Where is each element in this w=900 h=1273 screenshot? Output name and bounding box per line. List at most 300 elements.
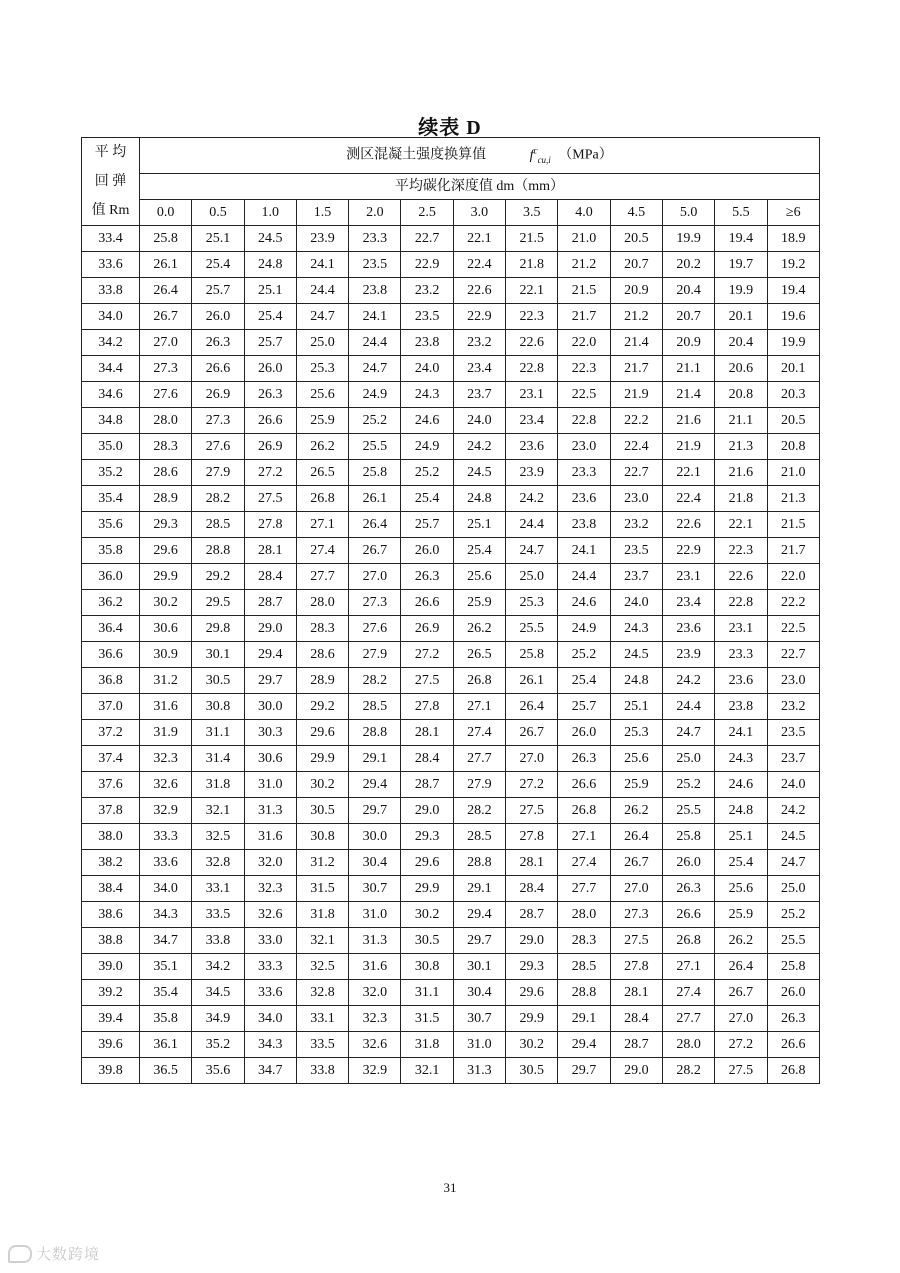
strength-value-cell: 23.8 (349, 278, 401, 304)
strength-value-cell: 27.1 (558, 824, 610, 850)
strength-value-cell: 30.0 (349, 824, 401, 850)
strength-value-cell: 33.5 (192, 902, 244, 928)
strength-value-cell: 35.6 (192, 1058, 244, 1084)
strength-value-cell: 34.7 (140, 928, 192, 954)
strength-value-cell: 28.9 (140, 486, 192, 512)
strength-value-cell: 28.6 (140, 460, 192, 486)
table-row (82, 252, 820, 278)
rebound-value-cell: 37.6 (82, 772, 140, 798)
rebound-value-cell: 37.4 (82, 746, 140, 772)
table-row (82, 746, 820, 772)
strength-value-cell: 26.3 (558, 746, 610, 772)
strength-value-cell: 22.0 (558, 330, 610, 356)
strength-value-cell: 28.5 (349, 694, 401, 720)
strength-value-cell: 29.4 (453, 902, 505, 928)
strength-value-cell: 29.0 (506, 928, 558, 954)
strength-value-cell: 21.5 (767, 512, 819, 538)
strength-value-cell: 27.3 (349, 590, 401, 616)
strength-value-cell: 26.3 (192, 330, 244, 356)
strength-value-cell: 25.8 (349, 460, 401, 486)
strength-value-cell: 30.1 (192, 642, 244, 668)
strength-value-cell: 26.6 (244, 408, 296, 434)
strength-value-cell: 26.4 (715, 954, 767, 980)
strength-value-cell: 22.6 (662, 512, 714, 538)
strength-value-cell: 31.5 (401, 1006, 453, 1032)
strength-value-cell: 26.2 (296, 434, 348, 460)
strength-value-cell: 22.1 (662, 460, 714, 486)
strength-value-cell: 23.6 (715, 668, 767, 694)
strength-value-cell: 25.2 (558, 642, 610, 668)
strength-value-cell: 27.3 (140, 356, 192, 382)
strength-value-cell: 20.5 (767, 408, 819, 434)
strength-value-cell: 31.6 (349, 954, 401, 980)
strength-value-cell: 25.9 (715, 902, 767, 928)
strength-value-cell: 29.3 (140, 512, 192, 538)
carbonation-depth-title: 平均碳化深度值 dm（mm） (140, 173, 820, 199)
strength-value-cell: 24.4 (349, 330, 401, 356)
strength-value-cell: 29.6 (506, 980, 558, 1006)
rebound-value-cell: 39.4 (82, 1006, 140, 1032)
strength-value-cell: 31.6 (140, 694, 192, 720)
strength-value-cell: 32.0 (349, 980, 401, 1006)
strength-value-cell: 22.5 (767, 616, 819, 642)
strength-value-cell: 31.3 (349, 928, 401, 954)
strength-value-cell: 24.9 (558, 616, 610, 642)
rebound-value-cell: 39.2 (82, 980, 140, 1006)
strength-value-cell: 31.8 (401, 1032, 453, 1058)
strength-value-cell: 25.2 (401, 460, 453, 486)
strength-value-cell: 27.5 (610, 928, 662, 954)
strength-value-cell: 26.4 (506, 694, 558, 720)
strength-value-cell: 31.3 (453, 1058, 505, 1084)
rebound-value-cell: 36.0 (82, 564, 140, 590)
table-row (82, 1006, 820, 1032)
table-row (82, 694, 820, 720)
strength-value-cell: 25.4 (401, 486, 453, 512)
strength-value-cell: 28.4 (610, 1006, 662, 1032)
table-row (82, 330, 820, 356)
strength-value-cell: 24.7 (296, 304, 348, 330)
strength-value-cell: 21.7 (610, 356, 662, 382)
strength-value-cell: 22.2 (610, 408, 662, 434)
strength-value-cell: 26.8 (558, 798, 610, 824)
strength-value-cell: 24.9 (401, 434, 453, 460)
rebound-value-cell: 33.6 (82, 252, 140, 278)
strength-value-cell: 19.9 (662, 226, 714, 252)
strength-value-cell: 30.7 (453, 1006, 505, 1032)
strength-value-cell: 20.2 (662, 252, 714, 278)
column-header: 4.0 (558, 199, 610, 225)
strength-conversion-table (81, 137, 820, 1084)
strength-value-cell: 26.5 (453, 642, 505, 668)
strength-value-cell: 25.4 (715, 850, 767, 876)
strength-value-cell: 31.9 (140, 720, 192, 746)
strength-value-cell: 28.0 (558, 902, 610, 928)
strength-value-cell: 30.5 (192, 668, 244, 694)
strength-value-cell: 24.0 (453, 408, 505, 434)
table-row (82, 278, 820, 304)
rebound-value-cell: 36.8 (82, 668, 140, 694)
strength-value-cell: 24.6 (715, 772, 767, 798)
strength-value-cell: 26.6 (662, 902, 714, 928)
strength-value-cell: 22.9 (401, 252, 453, 278)
rebound-value-cell: 34.0 (82, 304, 140, 330)
strength-value-cell: 30.8 (296, 824, 348, 850)
strength-value-cell: 23.0 (558, 434, 610, 460)
strength-value-cell: 25.3 (610, 720, 662, 746)
rebound-value-cell: 37.0 (82, 694, 140, 720)
strength-value-cell: 24.5 (610, 642, 662, 668)
strength-value-cell: 28.8 (453, 850, 505, 876)
strength-value-cell: 24.4 (558, 564, 610, 590)
strength-value-cell: 24.0 (401, 356, 453, 382)
strength-value-cell: 25.5 (506, 616, 558, 642)
strength-value-cell: 28.4 (506, 876, 558, 902)
strength-value-cell: 23.0 (767, 668, 819, 694)
strength-value-cell: 25.8 (506, 642, 558, 668)
strength-value-cell: 25.0 (296, 330, 348, 356)
strength-value-cell: 21.9 (662, 434, 714, 460)
strength-value-cell: 30.5 (401, 928, 453, 954)
strength-value-cell: 28.0 (662, 1032, 714, 1058)
strength-value-cell: 27.0 (349, 564, 401, 590)
strength-value-cell: 33.3 (140, 824, 192, 850)
unit-label: （MPa） (558, 147, 613, 163)
strength-value-cell: 24.4 (662, 694, 714, 720)
strength-value-cell: 19.7 (715, 252, 767, 278)
strength-value-cell: 21.5 (558, 278, 610, 304)
strength-value-cell: 23.5 (349, 252, 401, 278)
strength-value-cell: 28.3 (558, 928, 610, 954)
strength-value-cell: 27.9 (453, 772, 505, 798)
rebound-value-cell: 35.4 (82, 486, 140, 512)
strength-value-cell: 26.7 (349, 538, 401, 564)
strength-value-cell: 30.8 (192, 694, 244, 720)
strength-value-cell: 33.3 (244, 954, 296, 980)
strength-value-cell: 28.2 (662, 1058, 714, 1084)
strength-value-cell: 23.1 (715, 616, 767, 642)
strength-value-cell: 22.7 (401, 226, 453, 252)
strength-value-cell: 23.2 (767, 694, 819, 720)
strength-value-cell: 22.9 (662, 538, 714, 564)
table-row (82, 798, 820, 824)
strength-value-cell: 20.1 (715, 304, 767, 330)
strength-value-cell: 34.0 (140, 876, 192, 902)
strength-value-cell: 34.3 (140, 902, 192, 928)
strength-value-cell: 24.4 (506, 512, 558, 538)
strength-value-cell: 27.0 (140, 330, 192, 356)
strength-value-cell: 26.0 (244, 356, 296, 382)
strength-value-cell: 22.4 (453, 252, 505, 278)
rebound-value-cell: 38.6 (82, 902, 140, 928)
strength-value-cell: 29.6 (140, 538, 192, 564)
strength-value-cell: 22.3 (715, 538, 767, 564)
strength-value-cell: 21.8 (506, 252, 558, 278)
strength-value-cell: 27.8 (401, 694, 453, 720)
strength-value-cell: 32.8 (296, 980, 348, 1006)
strength-value-cell: 34.0 (244, 1006, 296, 1032)
strength-value-cell: 23.6 (558, 486, 610, 512)
strength-value-cell: 35.2 (192, 1032, 244, 1058)
strength-value-cell: 27.2 (506, 772, 558, 798)
strength-value-cell: 29.4 (244, 642, 296, 668)
column-header: 1.0 (244, 199, 296, 225)
strength-value-cell: 32.6 (244, 902, 296, 928)
strength-value-cell: 21.0 (767, 460, 819, 486)
table-row (82, 980, 820, 1006)
strength-value-cell: 31.0 (349, 902, 401, 928)
strength-value-cell: 32.9 (349, 1058, 401, 1084)
strength-value-cell: 29.7 (453, 928, 505, 954)
column-header-row (82, 199, 820, 225)
strength-value-cell: 30.9 (140, 642, 192, 668)
strength-value-cell: 29.1 (453, 876, 505, 902)
strength-value-cell: 24.7 (767, 850, 819, 876)
strength-value-cell: 25.4 (558, 668, 610, 694)
strength-value-cell: 24.1 (296, 252, 348, 278)
strength-value-cell: 29.0 (244, 616, 296, 642)
strength-value-cell: 28.2 (349, 668, 401, 694)
strength-value-cell: 27.1 (296, 512, 348, 538)
watermark-text: 大数跨境 (36, 1245, 101, 1263)
strength-value-cell: 26.8 (662, 928, 714, 954)
strength-value-cell: 31.2 (140, 668, 192, 694)
group-title: 测区混凝土强度换算值 (346, 147, 487, 163)
table-row (82, 512, 820, 538)
strength-value-cell: 27.9 (192, 460, 244, 486)
strength-value-cell: 23.1 (506, 382, 558, 408)
strength-value-cell: 22.8 (558, 408, 610, 434)
strength-value-cell: 26.7 (610, 850, 662, 876)
strength-value-cell: 29.0 (401, 798, 453, 824)
strength-value-cell: 27.5 (715, 1058, 767, 1084)
strength-value-cell: 27.0 (610, 876, 662, 902)
strength-value-cell: 28.1 (506, 850, 558, 876)
group-title-cell (140, 138, 820, 174)
strength-value-cell: 23.4 (506, 408, 558, 434)
rebound-value-cell: 35.0 (82, 434, 140, 460)
strength-value-cell: 27.0 (506, 746, 558, 772)
strength-value-cell: 22.4 (662, 486, 714, 512)
column-header: 1.5 (296, 199, 348, 225)
row-label-line: 值 Rm (91, 203, 130, 218)
strength-value-cell: 25.0 (506, 564, 558, 590)
strength-value-cell: 23.7 (453, 382, 505, 408)
rebound-value-cell: 36.4 (82, 616, 140, 642)
strength-value-cell: 24.3 (401, 382, 453, 408)
strength-value-cell: 21.7 (767, 538, 819, 564)
strength-value-cell: 21.1 (662, 356, 714, 382)
strength-value-cell: 20.6 (715, 356, 767, 382)
rebound-value-cell: 34.6 (82, 382, 140, 408)
column-header: 0.5 (192, 199, 244, 225)
rebound-value-cell: 39.6 (82, 1032, 140, 1058)
strength-value-cell: 23.0 (610, 486, 662, 512)
strength-value-cell: 20.4 (715, 330, 767, 356)
strength-value-cell: 21.4 (662, 382, 714, 408)
strength-value-cell: 27.4 (558, 850, 610, 876)
strength-value-cell: 25.1 (715, 824, 767, 850)
table-row (82, 226, 820, 252)
strength-value-cell: 21.7 (558, 304, 610, 330)
strength-value-cell: 20.8 (715, 382, 767, 408)
strength-value-cell: 26.6 (192, 356, 244, 382)
strength-value-cell: 25.6 (715, 876, 767, 902)
strength-value-cell: 25.7 (558, 694, 610, 720)
strength-value-cell: 28.8 (558, 980, 610, 1006)
rebound-value-cell: 35.6 (82, 512, 140, 538)
table-row (82, 382, 820, 408)
column-header: 5.0 (662, 199, 714, 225)
strength-value-cell: 24.5 (244, 226, 296, 252)
strength-value-cell: 27.0 (715, 1006, 767, 1032)
strength-value-cell: 25.4 (192, 252, 244, 278)
strength-value-cell: 26.8 (296, 486, 348, 512)
rebound-value-cell: 38.2 (82, 850, 140, 876)
strength-value-cell: 22.3 (558, 356, 610, 382)
strength-value-cell: 25.0 (662, 746, 714, 772)
strength-value-cell: 33.1 (192, 876, 244, 902)
strength-value-cell: 26.5 (296, 460, 348, 486)
strength-value-cell: 29.4 (558, 1032, 610, 1058)
strength-value-cell: 25.9 (453, 590, 505, 616)
page-number: 31 (443, 1180, 457, 1195)
strength-value-cell: 28.7 (506, 902, 558, 928)
strength-value-cell: 29.3 (401, 824, 453, 850)
strength-value-cell: 24.5 (453, 460, 505, 486)
strength-value-cell: 28.1 (401, 720, 453, 746)
strength-value-cell: 25.8 (767, 954, 819, 980)
strength-value-cell: 25.3 (296, 356, 348, 382)
strength-value-cell: 23.4 (662, 590, 714, 616)
row-label-line: 回 弹 (94, 174, 127, 189)
strength-value-cell: 26.3 (767, 1006, 819, 1032)
strength-value-cell: 24.8 (610, 668, 662, 694)
strength-value-cell: 19.9 (715, 278, 767, 304)
strength-value-cell: 26.7 (506, 720, 558, 746)
strength-value-cell: 31.4 (192, 746, 244, 772)
strength-value-cell: 28.4 (401, 746, 453, 772)
strength-value-cell: 26.1 (140, 252, 192, 278)
strength-value-cell: 21.4 (610, 330, 662, 356)
column-header: 0.0 (140, 199, 192, 225)
strength-value-cell: 24.9 (349, 382, 401, 408)
strength-value-cell: 21.2 (558, 252, 610, 278)
strength-value-cell: 30.1 (453, 954, 505, 980)
table-row (82, 356, 820, 382)
strength-value-cell: 25.7 (192, 278, 244, 304)
strength-value-cell: 21.2 (610, 304, 662, 330)
strength-value-cell: 22.7 (610, 460, 662, 486)
strength-value-cell: 28.9 (296, 668, 348, 694)
strength-value-cell: 22.6 (715, 564, 767, 590)
strength-value-cell: 25.3 (506, 590, 558, 616)
strength-value-cell: 32.5 (296, 954, 348, 980)
table-row (82, 954, 820, 980)
strength-value-cell: 23.9 (506, 460, 558, 486)
strength-value-cell: 24.8 (715, 798, 767, 824)
strength-value-cell: 23.3 (715, 642, 767, 668)
strength-value-cell: 29.2 (296, 694, 348, 720)
strength-value-cell: 33.8 (296, 1058, 348, 1084)
table-row (82, 1058, 820, 1084)
strength-value-cell: 33.5 (296, 1032, 348, 1058)
strength-value-cell: 24.0 (767, 772, 819, 798)
strength-value-cell: 28.5 (192, 512, 244, 538)
strength-value-cell: 23.1 (662, 564, 714, 590)
strength-value-cell: 22.0 (767, 564, 819, 590)
strength-value-cell: 33.1 (296, 1006, 348, 1032)
strength-value-cell: 30.3 (244, 720, 296, 746)
rebound-value-cell: 37.8 (82, 798, 140, 824)
strength-value-cell: 27.6 (349, 616, 401, 642)
column-header: 3.0 (453, 199, 505, 225)
strength-value-cell: 19.4 (767, 278, 819, 304)
table-row (82, 928, 820, 954)
strength-value-cell: 26.0 (662, 850, 714, 876)
strength-value-cell: 22.1 (506, 278, 558, 304)
strength-value-cell: 27.5 (401, 668, 453, 694)
rebound-value-cell: 35.8 (82, 538, 140, 564)
strength-value-cell: 25.8 (140, 226, 192, 252)
strength-value-cell: 21.3 (767, 486, 819, 512)
strength-value-cell: 23.8 (558, 512, 610, 538)
strength-value-cell: 21.8 (715, 486, 767, 512)
rebound-value-cell: 37.2 (82, 720, 140, 746)
strength-value-cell: 28.1 (244, 538, 296, 564)
strength-value-cell: 29.2 (192, 564, 244, 590)
strength-value-cell: 26.9 (244, 434, 296, 460)
strength-value-cell: 23.7 (767, 746, 819, 772)
strength-value-cell: 27.8 (610, 954, 662, 980)
strength-value-cell: 28.5 (558, 954, 610, 980)
strength-value-cell: 29.4 (349, 772, 401, 798)
rebound-value-cell: 35.2 (82, 460, 140, 486)
strength-value-cell: 25.8 (662, 824, 714, 850)
strength-value-cell: 26.0 (767, 980, 819, 1006)
strength-value-cell: 28.8 (349, 720, 401, 746)
strength-value-cell: 34.7 (244, 1058, 296, 1084)
strength-value-cell: 20.8 (767, 434, 819, 460)
strength-value-cell: 29.7 (349, 798, 401, 824)
strength-value-cell: 36.1 (140, 1032, 192, 1058)
strength-value-cell: 23.4 (453, 356, 505, 382)
strength-value-cell: 22.7 (767, 642, 819, 668)
strength-value-cell: 33.8 (192, 928, 244, 954)
strength-value-cell: 30.4 (349, 850, 401, 876)
strength-value-cell: 25.1 (610, 694, 662, 720)
strength-value-cell: 28.0 (296, 590, 348, 616)
strength-value-cell: 24.8 (453, 486, 505, 512)
strength-value-cell: 25.6 (610, 746, 662, 772)
strength-value-cell: 25.0 (767, 876, 819, 902)
strength-value-cell: 27.1 (453, 694, 505, 720)
strength-value-cell: 26.0 (401, 538, 453, 564)
strength-value-cell: 21.1 (715, 408, 767, 434)
strength-value-cell: 27.8 (506, 824, 558, 850)
rebound-value-cell: 39.8 (82, 1058, 140, 1084)
strength-value-cell: 24.1 (715, 720, 767, 746)
strength-value-cell: 20.7 (662, 304, 714, 330)
strength-value-cell: 31.8 (192, 772, 244, 798)
table-row (82, 642, 820, 668)
strength-value-cell: 28.7 (244, 590, 296, 616)
strength-value-cell: 24.2 (506, 486, 558, 512)
strength-value-cell: 27.4 (662, 980, 714, 1006)
strength-value-cell: 30.2 (140, 590, 192, 616)
strength-value-cell: 21.6 (715, 460, 767, 486)
strength-value-cell: 27.2 (244, 460, 296, 486)
